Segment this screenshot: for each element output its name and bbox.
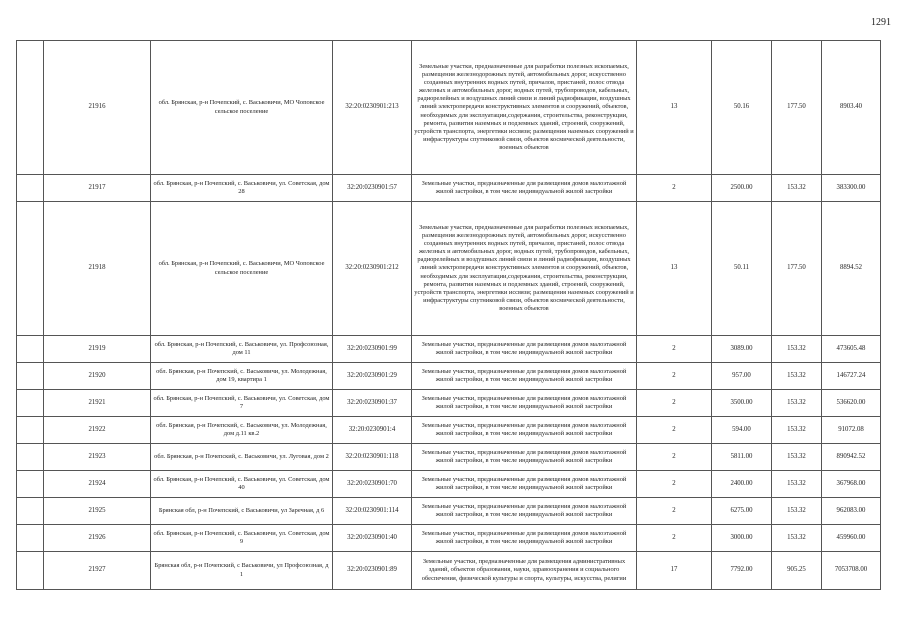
page-number: 1291 <box>871 17 891 28</box>
address-cell: обл. Брянская, р-н Почепский, с. Васьковичи, ул. Молодежная, дом 19, квартира 1 <box>151 363 333 390</box>
cadastral-value-cell: 459960.00 <box>822 525 881 552</box>
rate-cell: 177.50 <box>772 202 822 336</box>
table-row <box>17 444 881 471</box>
category-code-cell: 2 <box>637 444 712 471</box>
address-cell: обл. Брянская, р-н Почепский, с. Васьковичи, МО Чоповское сельское поселение <box>151 41 333 175</box>
blank-cell <box>17 525 44 552</box>
rate-cell: 177.50 <box>772 41 822 175</box>
table-row <box>17 552 881 590</box>
table-row <box>17 336 881 363</box>
category-code-cell: 2 <box>637 363 712 390</box>
blank-cell <box>17 390 44 417</box>
blank-cell <box>17 175 44 202</box>
land-use-description-cell: Земельные участки, предназначенные для размещения домов малоэтажной жилой застройки, в том числе индивидуальной жилой застройки <box>412 471 637 498</box>
cadastral-number-cell: 32:20:0230901:99 <box>333 336 412 363</box>
cadastral-number-cell: 32:20:0230901:118 <box>333 444 412 471</box>
row-id-cell: 21919 <box>44 336 151 363</box>
cadastral-number-cell: 32:20:0230901:70 <box>333 471 412 498</box>
rate-cell: 153.32 <box>772 417 822 444</box>
cadastral-number-cell: 32:20:0230901:212 <box>333 202 412 336</box>
category-code-cell: 2 <box>637 417 712 444</box>
cadastral-number-cell: 32:20:0230901:89 <box>333 552 412 590</box>
rate-cell: 905.25 <box>772 552 822 590</box>
area-cell: 2500.00 <box>712 175 772 202</box>
cadastral-value-cell: 473605.48 <box>822 336 881 363</box>
cadastral-value-cell: 383300.00 <box>822 175 881 202</box>
table-row <box>17 525 881 552</box>
category-code-cell: 2 <box>637 390 712 417</box>
land-use-description-cell: Земельные участки, предназначенные для размещения домов малоэтажной жилой застройки, в том числе индивидуальной жилой застройки <box>412 525 637 552</box>
cadastral-value-cell: 7053708.00 <box>822 552 881 590</box>
cadastral-number-cell: 32:20:0230901:114 <box>333 498 412 525</box>
row-id-cell: 21918 <box>44 202 151 336</box>
land-use-description-cell: Земельные участки, предназначенные для размещения домов малоэтажной жилой застройки, в том числе индивидуальной жилой застройки <box>412 175 637 202</box>
cadastral-number-cell: 32:20:0230901:57 <box>333 175 412 202</box>
category-code-cell: 13 <box>637 202 712 336</box>
registry-table <box>16 40 881 590</box>
blank-cell <box>17 336 44 363</box>
cadastral-value-cell: 91072.08 <box>822 417 881 444</box>
row-id-cell: 21917 <box>44 175 151 202</box>
category-code-cell: 2 <box>637 175 712 202</box>
row-id-cell: 21927 <box>44 552 151 590</box>
row-id-cell: 21923 <box>44 444 151 471</box>
blank-cell <box>17 552 44 590</box>
address-cell: обл. Брянская, р-н Почепский, с. Васьковичи, ул. Советская, дом 9 <box>151 525 333 552</box>
land-use-description-cell: Земельные участки, предназначенные для разработки полезных ископаемых, размещения железнодорожных путей, автомобильных дорог, искусственно созданных внутренних водных путей, причалов, пристаней, полос отвода железных и автомобильных дорог, водных путей, трубопроводов, кабельных, радиорелейных и воздушных линий связи и линий радиофикации, воздушных линий электропередачи конструктивных элементов и сооружений, объектов, необходимых для эксплуатации,содержания, строительства, реконструкции, ремонта, развития наземных и подземных зданий, строений, сооружений, устройств транспорта, энергетики иссвязи; размещения наземных сооружений и инфраструктуры спутниковой связи, объектов космической деятельности, военных объектов <box>412 41 637 175</box>
area-cell: 5811.00 <box>712 444 772 471</box>
address-cell: обл. Брянская, р-н Почепский, с. Васьковичи, ул. Молодежная, дом д.11 кв.2 <box>151 417 333 444</box>
address-cell: обл. Брянская, р-н Почепский, с. Васьковичи, ул. Советская, дом 7 <box>151 390 333 417</box>
area-cell: 6275.00 <box>712 498 772 525</box>
table-row <box>17 498 881 525</box>
area-cell: 3000.00 <box>712 525 772 552</box>
land-use-description-cell: Земельные участки, предназначенные для размещения домов малоэтажной жилой застройки, в том числе индивидуальной жилой застройки <box>412 444 637 471</box>
land-use-description-cell: Земельные участки, предназначенные для размещения домов малоэтажной жилой застройки, в том числе индивидуальной жилой застройки <box>412 363 637 390</box>
category-code-cell: 2 <box>637 471 712 498</box>
address-cell: обл. Брянская, р-н Почепский, с. Васьковичи, МО Чоповское сельское поселение <box>151 202 333 336</box>
area-cell: 7792.00 <box>712 552 772 590</box>
rate-cell: 153.32 <box>772 444 822 471</box>
address-cell: Брянская обл, р-н Почепский, с Васьковичи, ул Профсоюзная, д 1 <box>151 552 333 590</box>
address-cell: Брянская обл, р-н Почепский, с Васьковичи, ул Заречная, д 6 <box>151 498 333 525</box>
table-row <box>17 202 881 336</box>
table-row <box>17 417 881 444</box>
cadastral-value-cell: 8894.52 <box>822 202 881 336</box>
cadastral-number-cell: 32:20:0230901:37 <box>333 390 412 417</box>
table-row <box>17 363 881 390</box>
blank-cell <box>17 498 44 525</box>
row-id-cell: 21921 <box>44 390 151 417</box>
land-use-description-cell: Земельные участки, предназначенные для размещения домов малоэтажной жилой застройки, в том числе индивидуальной жилой застройки <box>412 336 637 363</box>
area-cell: 2400.00 <box>712 471 772 498</box>
table-body <box>17 41 881 590</box>
category-code-cell: 2 <box>637 525 712 552</box>
area-cell: 50.16 <box>712 41 772 175</box>
cadastral-number-cell: 32:20:0230901:4 <box>333 417 412 444</box>
cadastral-value-cell: 890942.52 <box>822 444 881 471</box>
address-cell: обл. Брянская, р-н Почепский, с. Васьковичи, ул. Профсоюзная, дом 11 <box>151 336 333 363</box>
table-row <box>17 175 881 202</box>
category-code-cell: 13 <box>637 41 712 175</box>
cadastral-value-cell: 536620.00 <box>822 390 881 417</box>
rate-cell: 153.32 <box>772 525 822 552</box>
land-use-description-cell: Земельные участки, предназначенные для разработки полезных ископаемых, размещения железнодорожных путей, автомобильных дорог, искусственно созданных внутренних водных путей, причалов, пристаней, полос отвода железных и автомобильных дорог, водных путей, трубопроводов, кабельных, радиорелейных и воздушных линий связи и линий радиофикации, воздушных линий электропередачи конструктивных элементов и сооружений, объектов, необходимых для эксплуатации,содержания, строительства, реконструкции, ремонта, развития наземных и подземных зданий, строений, сооружений, устройств транспорта, энергетики иссвязи; размещения наземных сооружений и инфраструктуры спутниковой связи, объектов космической деятельности, военных объектов <box>412 202 637 336</box>
rate-cell: 153.32 <box>772 363 822 390</box>
blank-cell <box>17 471 44 498</box>
cadastral-number-cell: 32:20:0230901:40 <box>333 525 412 552</box>
category-code-cell: 2 <box>637 336 712 363</box>
area-cell: 3500.00 <box>712 390 772 417</box>
table-row <box>17 41 881 175</box>
rate-cell: 153.32 <box>772 175 822 202</box>
blank-cell <box>17 41 44 175</box>
land-use-description-cell: Земельные участки, предназначенные для размещения домов малоэтажной жилой застройки, в том числе индивидуальной жилой застройки <box>412 390 637 417</box>
blank-cell <box>17 417 44 444</box>
table-row <box>17 471 881 498</box>
cadastral-number-cell: 32:20:0230901:213 <box>333 41 412 175</box>
row-id-cell: 21925 <box>44 498 151 525</box>
row-id-cell: 21926 <box>44 525 151 552</box>
category-code-cell: 17 <box>637 552 712 590</box>
blank-cell <box>17 202 44 336</box>
blank-cell <box>17 444 44 471</box>
rate-cell: 153.32 <box>772 498 822 525</box>
address-cell: обл. Брянская, р-н Почепский, с. Васьковичи, ул. Луговая, дом 2 <box>151 444 333 471</box>
address-cell: обл. Брянская, р-н Почепский, с. Васьковичи, ул. Советская, дом 40 <box>151 471 333 498</box>
land-use-description-cell: Земельные участки, предназначенные для размещения административных зданий, объектов образования, науки, здравоохранения и социального обеспечения, физической культуры и спорта, культуры, искусства, религии <box>412 552 637 590</box>
area-cell: 594.00 <box>712 417 772 444</box>
land-use-description-cell: Земельные участки, предназначенные для размещения домов малоэтажной жилой застройки, в том числе индивидуальной жилой застройки <box>412 417 637 444</box>
cadastral-value-cell: 367968.00 <box>822 471 881 498</box>
area-cell: 50.11 <box>712 202 772 336</box>
area-cell: 3089.00 <box>712 336 772 363</box>
address-cell: обл. Брянская, р-н Почепский, с. Васьковичи, ул. Советская, дом 28 <box>151 175 333 202</box>
row-id-cell: 21916 <box>44 41 151 175</box>
row-id-cell: 21922 <box>44 417 151 444</box>
category-code-cell: 2 <box>637 498 712 525</box>
cadastral-value-cell: 8903.40 <box>822 41 881 175</box>
land-use-description-cell: Земельные участки, предназначенные для размещения домов малоэтажной жилой застройки, в том числе индивидуальной жилой застройки <box>412 498 637 525</box>
blank-cell <box>17 363 44 390</box>
row-id-cell: 21920 <box>44 363 151 390</box>
rate-cell: 153.32 <box>772 336 822 363</box>
cadastral-value-cell: 962083.00 <box>822 498 881 525</box>
cadastral-number-cell: 32:20:0230901:29 <box>333 363 412 390</box>
area-cell: 957.00 <box>712 363 772 390</box>
rate-cell: 153.32 <box>772 390 822 417</box>
table-row <box>17 390 881 417</box>
rate-cell: 153.32 <box>772 471 822 498</box>
row-id-cell: 21924 <box>44 471 151 498</box>
cadastral-value-cell: 146727.24 <box>822 363 881 390</box>
